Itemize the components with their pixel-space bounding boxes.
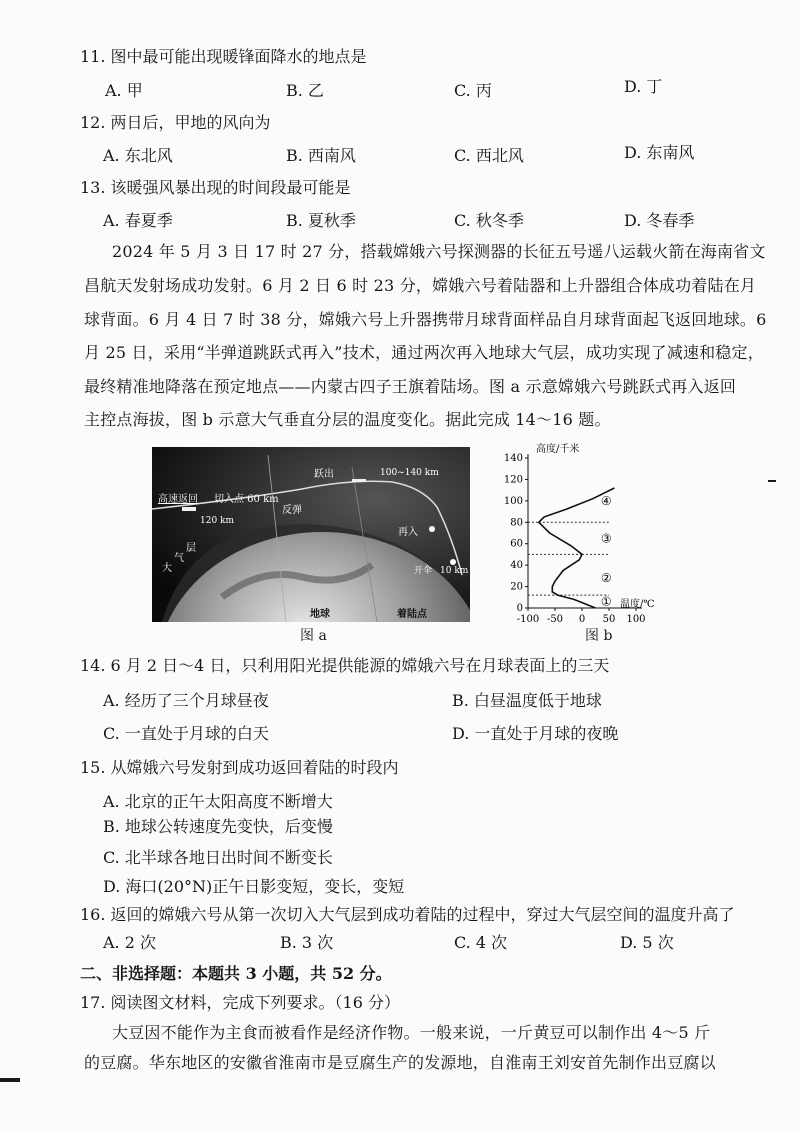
q17-text-line-2: 的豆腐。华东地区的安徽省淮南市是豆腐生产的发源地，自淮南王刘安首先制作出豆腐以	[84, 1053, 716, 1072]
label-reentry: 再入	[398, 527, 418, 538]
q12-option-b: B. 西南风	[286, 146, 356, 165]
q16-option-a: A. 2 次	[103, 933, 156, 952]
label-parachute: 开伞	[414, 566, 433, 576]
q13-stem: 13. 该暖强风暴出现的时间段最可能是	[80, 178, 351, 197]
q12-option-a: A. 东北风	[103, 146, 173, 165]
y-tick-label: 20	[510, 581, 523, 593]
scan-mark	[0, 1078, 20, 1082]
x-tick-label: 100	[626, 614, 646, 625]
q15-option-b: B. 地球公转速度先变快，后变慢	[103, 817, 333, 836]
q14-option-a: A. 经历了三个月球昼夜	[103, 691, 269, 710]
q11-stem: 11. 图中最可能出现暖锋面降水的地点是	[80, 47, 367, 66]
chart-x-axis-label: 温度/℃	[620, 599, 655, 610]
q11-option-a: A. 甲	[105, 81, 143, 100]
reentry-point	[429, 526, 435, 532]
q16-option-d: D. 5 次	[620, 933, 674, 952]
figure-b-temperature-chart	[496, 440, 676, 630]
q17-text-line-1: 大豆因不能作为主食而被看作是经济作物。一般来说，一斤黄豆可以制作出 4～5 斤	[112, 1023, 711, 1042]
chart-layer-guides	[528, 522, 609, 595]
figure-a-caption: 图 a	[300, 628, 327, 644]
q13-option-c: C. 秋冬季	[454, 211, 524, 230]
passage-line-6: 主控点海拔，图 b 示意大气垂直分层的温度变化。据此完成 14～16 题。	[84, 410, 611, 429]
q17-stem: 17. 阅读图文材料，完成下列要求。（16 分）	[80, 993, 400, 1012]
y-tick-label: 0	[516, 603, 523, 614]
figure-a-svg	[152, 447, 470, 622]
label-cut-in: 切入点 60 km	[214, 494, 279, 505]
label-earth: 地球	[310, 609, 330, 620]
q12-option-d: D. 东南风	[624, 143, 695, 162]
q14-option-b: B. 白昼温度低于地球	[452, 691, 602, 710]
y-tick-label: 100	[503, 495, 523, 507]
q12-option-c: C. 西北风	[454, 146, 524, 165]
chart-axes	[528, 454, 642, 608]
label-10km: 10 km	[440, 566, 469, 576]
y-tick-label: 80	[510, 517, 523, 529]
y-tick-label: 60	[510, 538, 523, 550]
label-120km: 120 km	[200, 516, 235, 526]
label-altitude-range: 100~140 km	[380, 468, 439, 478]
q13-option-b: B. 夏秋季	[286, 211, 356, 230]
layer-label-2: ②	[600, 571, 612, 585]
q15-option-c: C. 北半球各地日出时间不断变长	[103, 848, 333, 867]
label-landing-point: 着陆点	[397, 609, 427, 620]
q15-option-a: A. 北京的正午太阳高度不断增大	[103, 792, 333, 811]
q11-option-c: C. 丙	[454, 81, 492, 100]
figure-b-caption: 图 b	[585, 628, 613, 644]
x-tick-label: 50	[602, 614, 616, 625]
passage-line-4: 月 25 日，采用“半弹道跳跃式再入”技术，通过两次再入地球大气层，成功实现了减速和稳定，	[84, 343, 764, 362]
section-2-heading: 二、非选择题：本题共 3 小题，共 52 分。	[80, 964, 392, 983]
q14-option-c: C. 一直处于月球的白天	[103, 724, 269, 743]
scan-mark	[768, 480, 776, 482]
passage-line-1: 2024 年 5 月 3 日 17 时 27 分，搭载嫦娥六号探测器的长征五号遥八运载火箭在海南省文	[112, 242, 766, 261]
passage-line-3: 球背面。6 月 4 日 7 时 38 分，嫦娥六号上升器携带月球背面样品自月球背面起飞返回地球。6	[84, 310, 767, 329]
x-tick-label: -50	[546, 614, 564, 625]
layer-label-1: ①	[600, 594, 612, 609]
q14-stem: 14. 6 月 2 日～4 日，只利用阳光提供能源的嫦娥六号在月球表面上的三天	[80, 656, 610, 675]
y-tick-label: 120	[503, 474, 523, 486]
x-tick-label: 0	[578, 614, 586, 625]
label-bounce: 反弹	[282, 505, 302, 516]
q15-stem: 15. 从嫦娥六号发射到成功返回着陆的时段内	[80, 758, 399, 777]
label-high-speed: 高速返回	[158, 494, 198, 505]
q15-option-d: D. 海口(20°N)正午日影变短，变长，变短	[103, 877, 405, 896]
figure-a-reentry-diagram	[152, 447, 470, 622]
passage-line-5: 最终精准地降落在预定地点——内蒙古四子王旗着陆场。图 a 示意嫦娥六号跳跃式再入返回	[84, 377, 737, 396]
capsule-arrow	[182, 507, 196, 511]
x-tick-label: -100	[516, 614, 540, 625]
layer-label-3: ③	[600, 531, 612, 546]
q14-option-d: D. 一直处于月球的夜晚	[452, 724, 619, 743]
jump-arrow	[352, 479, 366, 482]
q13-option-a: A. 春夏季	[103, 211, 173, 230]
q16-option-c: C. 4 次	[454, 933, 508, 952]
label-atmosphere-3: 大	[162, 563, 172, 574]
layer-label-4: ④	[600, 493, 612, 508]
parachute-point	[450, 559, 456, 565]
q11-option-d: D. 丁	[624, 77, 663, 96]
q13-option-d: D. 冬春季	[624, 211, 695, 230]
chart-layer-labels	[601, 494, 612, 609]
y-tick-label: 140	[503, 453, 523, 464]
label-atmosphere-2: 气	[174, 553, 184, 564]
q16-option-b: B. 3 次	[280, 933, 334, 952]
y-tick-label: 40	[510, 560, 523, 572]
label-atmosphere-1: 层	[186, 543, 196, 554]
q11-option-b: B. 乙	[286, 81, 324, 100]
chart-y-axis-label: 高度/千米	[536, 444, 580, 455]
q12-stem: 12. 两日后，甲地的风向为	[80, 113, 271, 132]
passage-line-2: 昌航天发射场成功发射。6 月 2 日 6 时 23 分，嫦娥六号着陆器和上升器组合体成功着陆在月	[84, 276, 757, 295]
label-jump-out: 跃出	[314, 469, 334, 480]
q16-stem: 16. 返回的嫦娥六号从第一次切入大气层到成功着陆的过程中，穿过大气层空间的温度升高了	[80, 905, 735, 924]
